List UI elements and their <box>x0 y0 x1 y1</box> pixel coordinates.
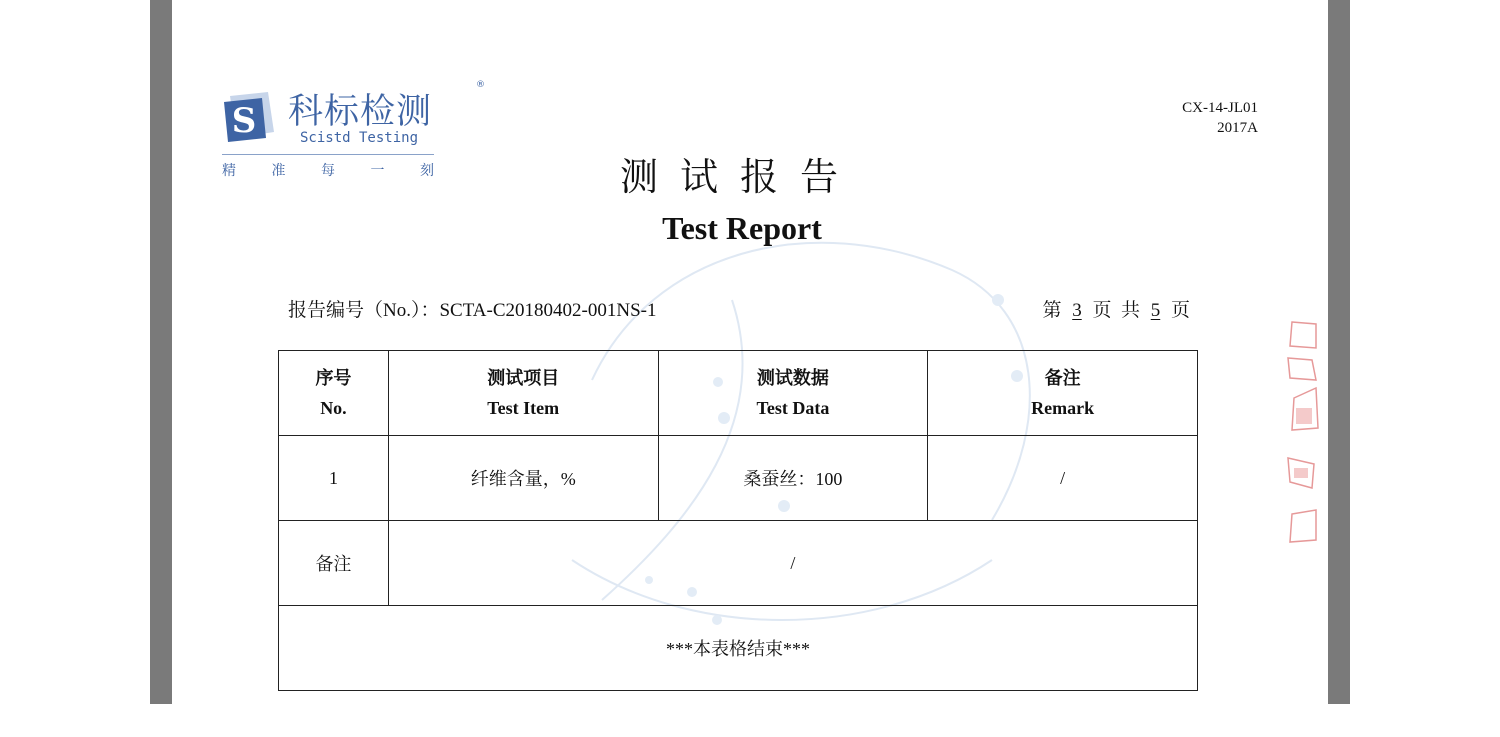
form-code <box>1182 98 1258 138</box>
report-number-label: 报告编号（No.）： <box>288 300 440 321</box>
total-pages: 5 <box>1150 300 1161 321</box>
table-end-text: ***本表格结束*** <box>279 606 1198 691</box>
header-en: Remark <box>1031 398 1095 418</box>
header-test-item <box>388 351 658 436</box>
slogan-char: 每 <box>321 163 335 179</box>
logo-name-cn: 科标检测 <box>288 92 433 132</box>
logo-s-icon <box>222 90 282 146</box>
logo-name-en: Scistd Testing <box>300 130 419 146</box>
header-cn: 测试项目 <box>487 368 560 388</box>
svg-text:S: S <box>231 101 257 141</box>
report-number <box>288 295 656 322</box>
header-no <box>279 351 389 436</box>
form-code-line1: CX-14-JL01 <box>1182 100 1258 116</box>
current-page: 3 <box>1072 300 1082 321</box>
page-suffix: 页 <box>1170 300 1190 321</box>
remark-row <box>279 521 1198 606</box>
table-end-row <box>279 606 1198 691</box>
slogan-char: 准 <box>271 163 286 179</box>
test-result-table <box>278 350 1198 691</box>
header-en: No. <box>320 398 347 418</box>
slogan-char: 一 <box>370 163 385 179</box>
slogan-char: 刻 <box>420 163 434 179</box>
header-en: Test Data <box>756 398 830 418</box>
cell-test-item: 纤维含量，% <box>388 436 658 521</box>
header-en: Test Item <box>487 398 560 418</box>
cell-no: 1 <box>279 436 389 521</box>
header-test-data <box>658 351 928 436</box>
table-row <box>279 436 1198 521</box>
cell-test-data: 桑蚕丝：100 <box>658 436 928 521</box>
page-count <box>1042 295 1190 322</box>
table-header-row <box>279 351 1198 436</box>
remark-label: 备注 <box>279 521 389 606</box>
red-seal-stamp-icon <box>1282 318 1322 548</box>
page-frame-right <box>1328 0 1350 704</box>
header-remark <box>928 351 1198 436</box>
header-cn: 序号 <box>315 368 352 388</box>
page-mid: 页 共 <box>1092 300 1140 321</box>
registered-mark: ® <box>476 80 485 90</box>
title-en: Test Report <box>662 210 822 246</box>
header-cn: 测试数据 <box>756 368 829 388</box>
header-cn: 备注 <box>1044 368 1081 388</box>
title-cn: 测试报告 <box>619 155 860 199</box>
page-frame-left <box>150 0 172 704</box>
report-number-value: SCTA-C20180402-001NS-1 <box>439 300 657 321</box>
slogan-char: 精 <box>222 163 236 179</box>
form-code-line2: 2017A <box>1217 120 1258 136</box>
cell-remark: / <box>928 436 1198 521</box>
document-page <box>172 0 1328 704</box>
remark-value: / <box>388 521 1197 606</box>
page-prefix: 第 <box>1042 300 1062 321</box>
